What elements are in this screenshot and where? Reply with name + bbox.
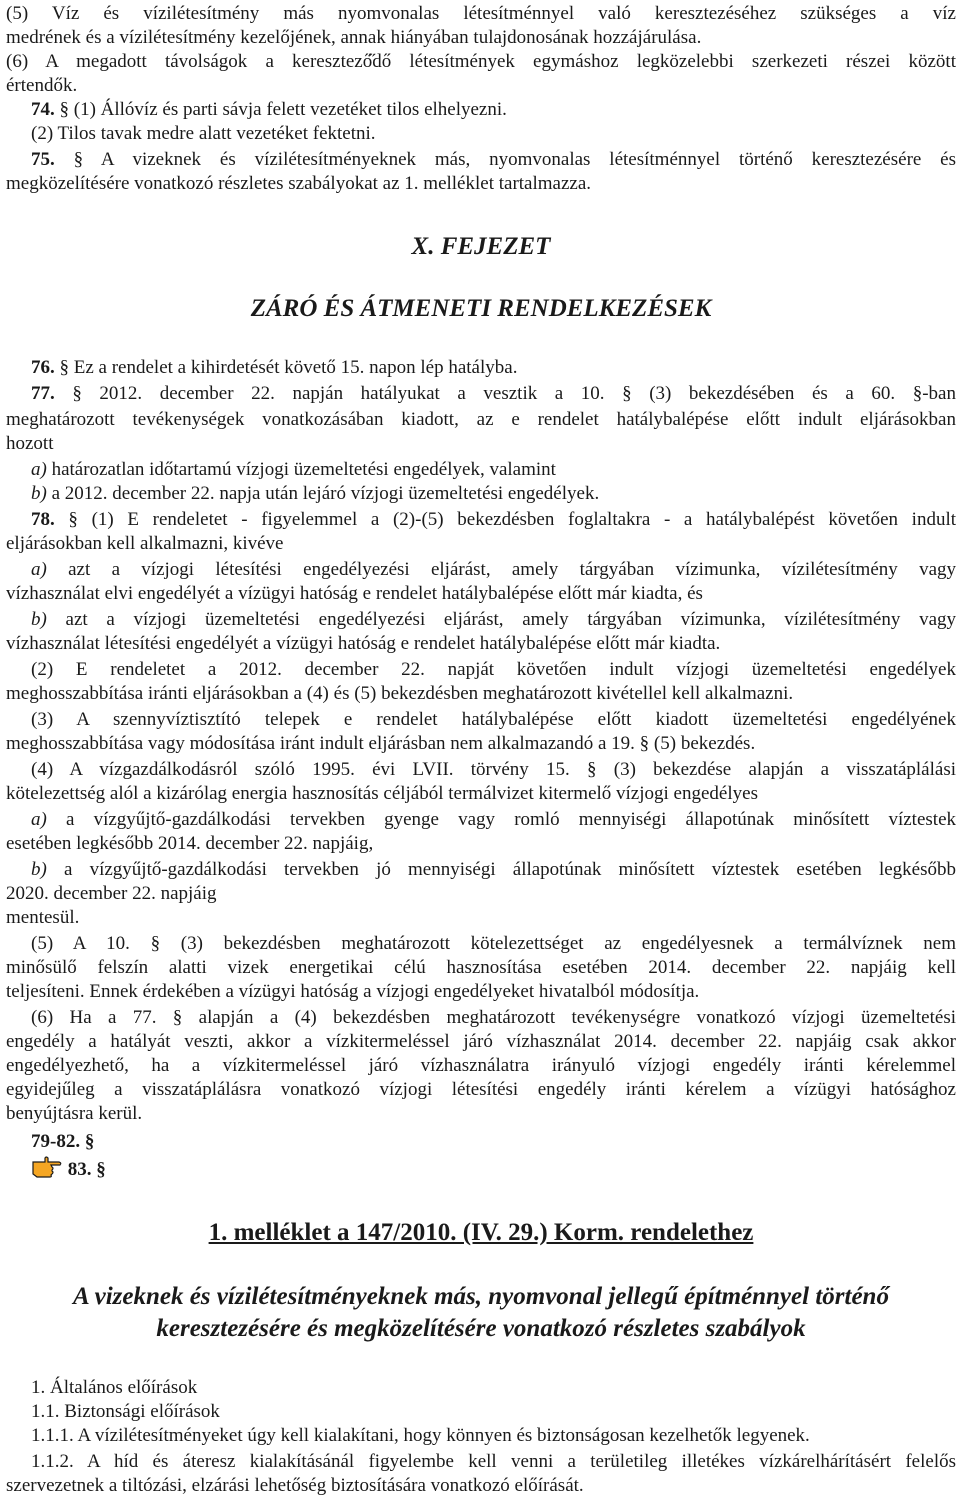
pointing-hand-icon — [31, 1156, 63, 1185]
text-line: meghatározott tevékenységek vonatkozásában kiadott, az e rendelet hatálybalépése előtt indult eljárásokban — [6, 409, 956, 430]
text-line: (2) E rendeletet a 2012. december 22. napját követően indult vízjogi üzemeltetési engedélyek — [31, 659, 956, 680]
list-item-a — [31, 458, 556, 482]
text-line: teljesíteni. Ennek érdekében a vízügyi hatóság a vízjogi engedélyeket hivatalból módosítja. — [6, 981, 700, 1002]
text-line: eljárásokban kell alkalmazni, kivéve — [6, 533, 284, 554]
text-line: meghosszabbítása iránti eljárásokban a (4) és (5) bekezdésben meghatározott kivétellel kell alkalmazni. — [6, 683, 794, 704]
list-marker: a) — [31, 559, 47, 580]
list-marker: b) — [31, 609, 47, 630]
section-83 — [31, 1156, 106, 1185]
section-number: 74. — [31, 99, 55, 120]
section-78 — [31, 508, 956, 532]
annex-title: 1. melléklet a 147/2010. (IV. 29.) Korm. rendelethez — [208, 1219, 754, 1246]
section-text: § A vizeknek és vízilétesítményeknek más, nyomvonalas létesítménnyel történő keresztezésére és — [73, 149, 957, 170]
list-text: a vízgyűjtő-gazdálkodási tervekben jó mennyiségi állapotúnak minősített víztestek esetében legkésőbb — [63, 859, 956, 880]
text-line: 1.1.1. A vízilétesítményeket úgy kell kialakítani, hogy könnyen és biztonságosan kezelhetők legyenek. — [31, 1425, 810, 1446]
text-line: 1.1.2. A híd és áteresz kialakításánál figyelembe kell venni a területileg illetékes vízkárelhárításért felelős — [31, 1451, 956, 1472]
section-text: § (1) E rendeletet - figyelemmel a (2)-(5) bekezdésben foglaltakra - a hatálybalépést követően indult — [68, 509, 957, 530]
text-line: (5) A 10. § (3) bekezdésben meghatározott kötelezettséget az engedélyesnek a termálvíznek nem — [31, 933, 956, 954]
text-line: (5) Víz és vízilétesítmény más nyomvonalas létesítménnyel való keresztezéséhez szükséges a víz — [6, 3, 956, 24]
list-marker: a) — [31, 459, 47, 480]
list-item-a — [31, 808, 956, 832]
section-79-82: 79-82. § — [31, 1131, 95, 1152]
list-marker: b) — [31, 859, 47, 880]
list-item-b — [31, 608, 956, 632]
list-marker: a) — [31, 809, 47, 830]
text-line: engedélyezhető, ha a vízkitermeléssel járó vízhasználatra irányuló vízjogi engedély iránti kérelemmel — [6, 1055, 956, 1076]
text-line: meghosszabbítása vagy módosítása iránt indult eljárásban nem alkalmazandó a 19. § (5) bekezdés. — [6, 733, 756, 754]
text-line: (6) Ha a 77. § alapján a (4) bekezdésben meghatározott tevékenységre vonatkozó vízjogi üzemeltetési — [31, 1007, 956, 1028]
list-text: a 2012. december 22. napja után lejáró vízjogi üzemeltetési engedélyek. — [51, 483, 600, 504]
text-line: benyújtásra kerül. — [6, 1103, 143, 1124]
list-text: azt a vízjogi létesítési engedélyezési eljárást, amely tárgyában vízimunka, vízilétesítmény vagy — [68, 559, 957, 580]
section-text: 83. § — [67, 1158, 106, 1180]
list-text: azt a vízjogi üzemeltetési engedélyezési eljárást, amely tárgyában vízimunka, vízilétesítmény vagy — [65, 609, 957, 630]
section-75 — [31, 148, 956, 172]
text-line: egyidejűleg a visszatáplálásra vonatkozó vízjogi létesítési engedély iránti kérelem a vízügyi hatósághoz — [6, 1079, 956, 1100]
chapter-heading: X. FEJEZET — [411, 233, 551, 260]
text-line: vízhasználat létesítési engedélyét a vízügyi hatóság e rendelet hatálybalépése előtt már kiadta. — [6, 633, 721, 654]
text-line: hozott — [6, 433, 54, 454]
annex-subtitle: keresztezésére és megközelítésére vonatkozó részletes szabályok — [156, 1315, 806, 1342]
list-marker: b) — [31, 483, 47, 504]
section-text: § (1) Állóvíz és parti sávja felett vezetéket tilos elhelyezni. — [59, 99, 507, 120]
chapter-title: ZÁRÓ ÉS ÁTMENETI RENDELKEZÉSEK — [250, 295, 712, 322]
text-line: mentesül. — [6, 907, 80, 928]
list-text: határozatlan időtartamú vízjogi üzemeltetési engedélyek, valamint — [51, 459, 556, 480]
text-line: értendők. — [6, 75, 78, 96]
annex-subtitle: A vizeknek és vízilétesítményeknek más, nyomvonal jellegű építménnyel történő — [73, 1283, 889, 1310]
text-line: minősülő felszín alatti vizek energetikai célú hasznosítása esetében 2014. december 22. napjáig kell — [6, 957, 956, 978]
text-line: 1.1. Biztonsági előírások — [31, 1401, 220, 1422]
section-text: § 2012. december 22. napján hatályukat a vesztik a 10. § (3) bekezdésében és a 60. §-ban — [72, 383, 956, 404]
text-line: (2) Tilos tavak medre alatt vezetéket fektetni. — [31, 123, 376, 144]
section-number: 75. — [31, 149, 55, 170]
text-line: megközelítésére vonatkozó részletes szabályokat az 1. melléklet tartalmazza. — [6, 173, 592, 194]
section-number: 78. — [31, 509, 55, 530]
section-number: 77. — [31, 383, 55, 404]
text-line: 1. Általános előírások — [31, 1377, 198, 1398]
text-line: esetében legkésőbb 2014. december 22. napjáig, — [6, 833, 374, 854]
text-line: kötelezettség alól a kizárólag energia hasznosítás céljából termálvizet kitermelő vízjogi engedélyes — [6, 783, 758, 804]
text-line: 2020. december 22. napjáig — [6, 883, 217, 904]
text-line: engedély a hatályát veszti, akkor a vízkitermeléssel járó vízhasználat 2014. december 22. napjáig csak akkor — [6, 1031, 956, 1052]
section-text: § Ez a rendelet a kihirdetését követő 15. napon lép hatályba. — [59, 357, 518, 378]
list-item-b — [31, 482, 599, 506]
text-line: szervezetnek a tiltózási, elzárási lehetőség biztosítására vonatkozó előírását. — [6, 1475, 584, 1496]
section-number: 76. — [31, 357, 55, 378]
section-77 — [31, 382, 956, 406]
section-76 — [31, 356, 517, 380]
list-item-a — [31, 558, 956, 582]
list-text: a vízgyűjtő-gazdálkodási tervekben gyenge vagy romló mennyiségi állapotúnak minősített víztestek — [66, 809, 956, 830]
text-line: medrének és a vízilétesítmény kezelőjének, annak hiányában tulajdonosának hozzájárulása. — [6, 27, 702, 48]
text-line: (4) A vízgazdálkodásról szóló 1995. évi LVII. törvény 15. § (3) bekezdése alapján a visszatáplálási — [31, 759, 956, 780]
text-line: vízhasználat elvi engedélyét a vízügyi hatóság e rendelet hatálybalépése előtt már kiadta, és — [6, 583, 703, 604]
list-item-b — [31, 858, 956, 882]
section-74 — [31, 98, 507, 122]
text-line: (3) A szennyvíztisztító telepek e rendelet hatálybalépése előtt kiadott üzemeltetési engedélyének — [31, 709, 956, 730]
text-line: (6) A megadott távolságok a keresztező̋dő létesítmények egymáshoz legközelebbi szerkezeti részei között — [6, 51, 956, 72]
